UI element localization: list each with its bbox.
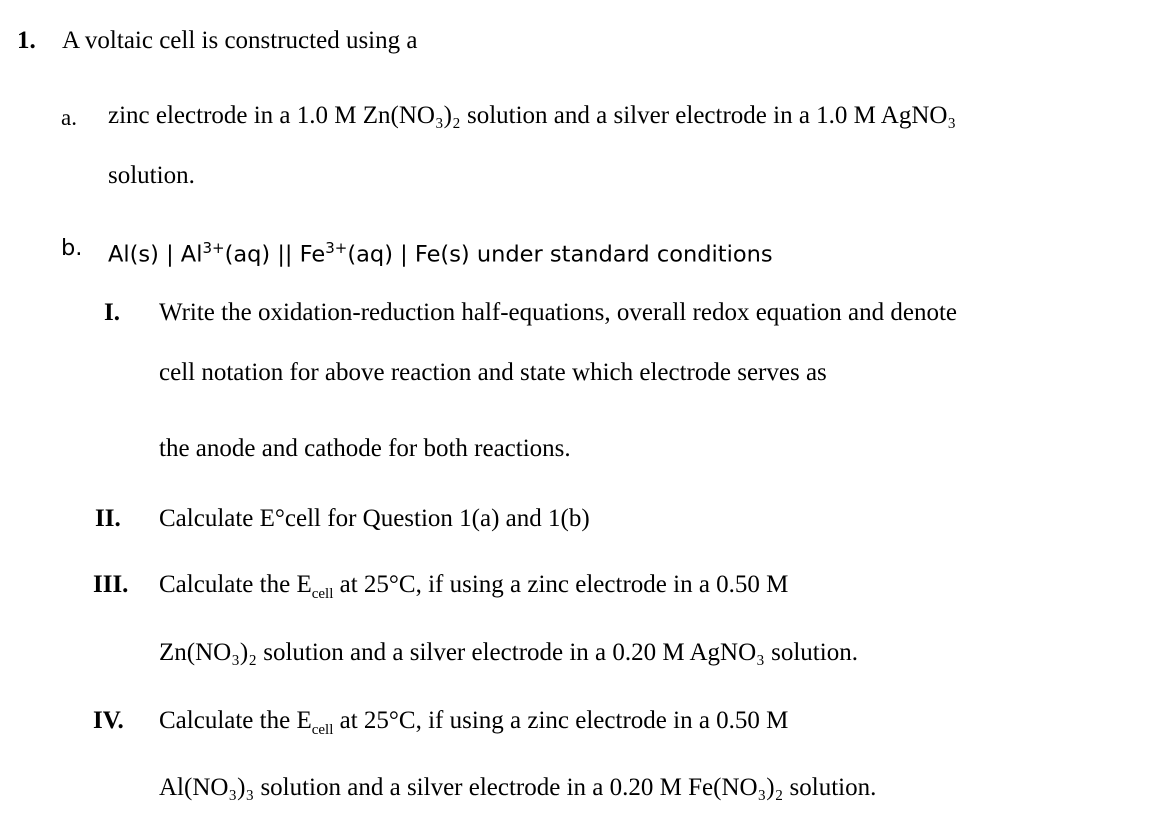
part-b-text-mid: (aq) || Fe	[224, 241, 326, 268]
item-ii-label: II.	[95, 505, 121, 532]
item-ii-line: Calculate E°cell for Question 1(a) and 1(b)	[159, 505, 590, 532]
item-iv-line-2: Al(NO₃)₃ solution and a silver electrode in a 0.20 M Fe(NO₃)₂ solution.	[159, 774, 877, 801]
part-b-label: b.	[61, 235, 83, 261]
item-i-line-2: cell notation for above reaction and state which electrode serves as	[159, 359, 827, 386]
part-a-line-1: zinc electrode in a 1.0 M Zn(NO₃)₂ solution and a silver electrode in a 1.0 M AgNO₃	[108, 102, 957, 129]
item-iii-text-pre: Calculate the E	[159, 571, 312, 598]
part-b-cell-notation	[108, 233, 773, 270]
item-i-line-1: Write the oxidation-reduction half-equations, overall redox equation and denote	[159, 299, 958, 326]
item-iv-text-post: at 25°C, if using a zinc electrode in a 0.50 M	[333, 707, 789, 734]
item-iv-text-pre: Calculate the E	[159, 707, 312, 734]
part-b-superscript-2: 3+	[325, 239, 348, 257]
item-iv-label: IV.	[93, 707, 124, 734]
item-iv-subscript: cell	[311, 722, 334, 738]
part-a-label: a.	[61, 105, 77, 130]
item-iii-text-post: at 25°C, if using a zinc electrode in a 0.50 M	[333, 571, 789, 598]
item-iii-line-1	[159, 570, 788, 609]
part-a-line-2: solution.	[108, 162, 195, 189]
part-b-text-pre: Al(s) | Al	[108, 241, 203, 268]
item-iii-subscript: cell	[311, 586, 334, 602]
item-iv-line-1	[159, 706, 788, 745]
item-i-line-3: the anode and cathode for both reactions.	[159, 435, 571, 462]
part-b-superscript-1: 3+	[202, 239, 225, 257]
question-intro: A voltaic cell is constructed using a	[62, 27, 418, 54]
item-iii-label: III.	[93, 571, 129, 598]
item-i-label: I.	[104, 299, 120, 326]
part-b-text-post: (aq) | Fe(s) under standard conditions	[347, 241, 773, 268]
item-iii-line-2: Zn(NO₃)₂ solution and a silver electrode in a 0.20 M AgNO₃ solution.	[159, 639, 858, 666]
question-number: 1.	[17, 27, 36, 54]
